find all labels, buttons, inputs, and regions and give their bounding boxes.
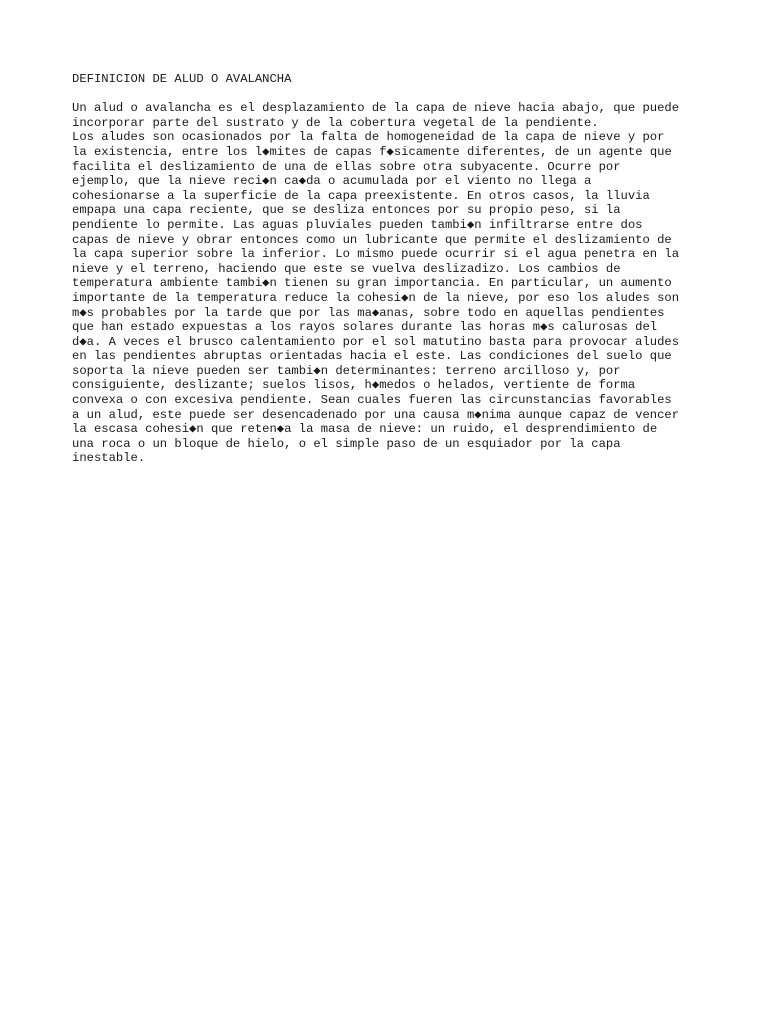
body-line: Un alud o avalancha es el desplazamiento de la capa de nieve hacia abajo, que puede	[72, 101, 680, 116]
document-title: DEFINICION DE ALUD O AVALANCHA	[72, 72, 292, 86]
body-line: Los aludes son ocasionados por la falta de homogeneidad de la capa de nieve y por	[72, 130, 665, 145]
body-line: empapa una capa reciente, que se desliza entonces por su propio peso, si la	[72, 203, 621, 218]
document-body	[72, 101, 712, 466]
body-line: que han estado expuestas a los rayos solares durante las horas m◆s calurosas del	[72, 320, 658, 335]
body-line: la capa superior sobre la inferior. Lo mismo puede ocurrir si el agua penetra en la	[72, 247, 680, 262]
body-line: ejemplo, que la nieve reci◆n ca◆da o acumulada por el viento no llega a	[72, 174, 592, 189]
body-line: inestable.	[72, 451, 146, 466]
body-line: m◆s probables por la tarde que por las ma◆anas, sobre todo en aquellas pendientes	[72, 305, 665, 320]
paragraph-gap	[72, 87, 712, 102]
body-line: facilita el deslizamiento de una de ellas sobre otra subyacente. Ocurre por	[72, 159, 621, 174]
body-line: temperatura ambiente tambi◆n tienen su gran importancia. En particular, un aumento	[72, 276, 672, 291]
body-line: la escasa cohesi◆n que reten◆a la masa de nieve: un ruido, el desprendimiento de	[72, 422, 658, 437]
body-line: soporta la nieve pueden ser tambi◆n determinantes: terreno arcilloso y, por	[72, 363, 621, 378]
body-line: capas de nieve y obrar entonces como un lubricante que permite el deslizamiento de	[72, 232, 672, 247]
body-line: incorporar parte del sustrato y de la cobertura vegetal de la pendiente.	[72, 115, 599, 130]
body-line: consiguiente, deslizante; suelos lisos, h◆medos o helados, vertiente de forma	[72, 378, 636, 393]
body-line: en las pendientes abruptas orientadas hacia el este. Las condiciones del suelo que	[72, 349, 672, 364]
body-line: d◆a. A veces el brusco calentamiento por el sol matutino basta para provocar aludes	[72, 334, 680, 349]
body-line: cohesionarse a la superficie de la capa preexistente. En otros casos, la lluvia	[72, 188, 650, 203]
body-line: a un alud, este puede ser desencadenado por una causa m◆nima aunque capaz de vencer	[72, 407, 680, 422]
body-line: importante de la temperatura reduce la cohesi◆n de la nieve, por eso los aludes son	[72, 290, 680, 305]
body-line: una roca o un bloque de hielo, o el simple paso de un esquiador por la capa	[72, 436, 621, 451]
body-line: convexa o con excesiva pendiente. Sean cuales fueren las circunstancias favorables	[72, 393, 672, 408]
body-line: la existencia, entre los l◆mites de capas f◆sicamente diferentes, de un agente que	[72, 144, 672, 159]
document-page	[72, 72, 712, 466]
body-line: nieve y el terreno, haciendo que este se vuelva deslizadizo. Los cambios de	[72, 261, 621, 276]
body-line: pendiente lo permite. Las aguas pluviales pueden tambi◆n infiltrarse entre dos	[72, 217, 643, 232]
